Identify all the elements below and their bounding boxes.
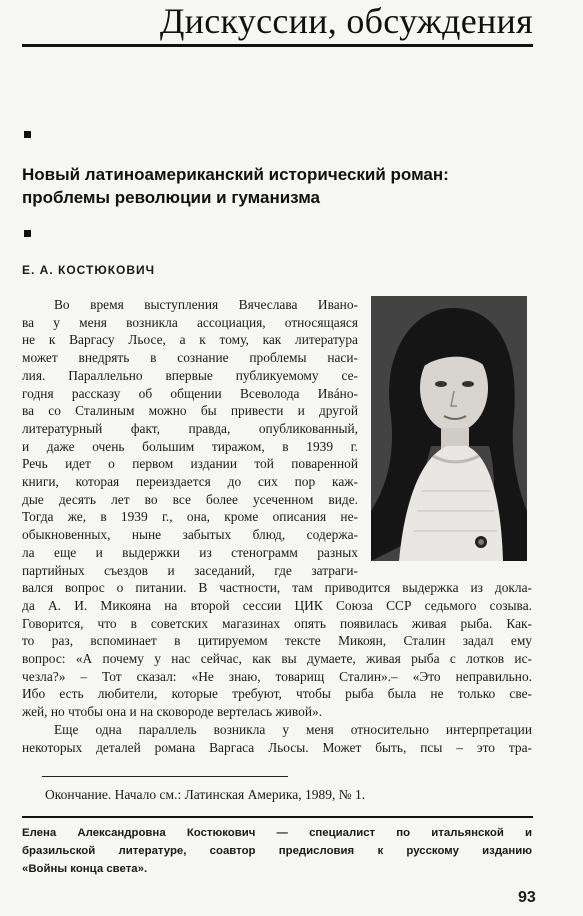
body-line: Тогда же, в 1939 г., она, кроме описания не- — [22, 509, 358, 525]
body-line: ва со Сталиным можно бы привести и другой — [22, 403, 358, 419]
section-title: Дискуссии, обсуждения — [159, 1, 533, 41]
body-line: Говорится, что в советских магазинах опять появилась живая рыба. Как- — [22, 615, 532, 631]
body-line: может внедрять в сознание проблемы наси- — [22, 350, 358, 366]
body-line: обыкновенных, ныне забытых блюд, содержа- — [22, 527, 358, 543]
author-name: Е. А. КОСТЮКОВИЧ — [22, 263, 156, 277]
bio-line: Елена Александровна Костюкович — специалист по итальянской и — [22, 827, 532, 839]
body-line: Речь идет о первом издании той поваренной — [22, 456, 358, 472]
section-bullet — [24, 131, 31, 138]
body-line: дые десять лет во все более усеченном виде. — [22, 491, 358, 507]
author-bio — [22, 824, 532, 878]
bio-line: «Войны конца света». — [22, 863, 148, 875]
body-line: и даже очень большим тиражом, в 1939 г. — [22, 438, 358, 454]
body-line: жей, но чтобы она и на сковороде вертелась живой». — [22, 704, 323, 720]
body-line: да А. И. Микояна на второй сессии ЦИК Союза ССР седьмого созыва. — [22, 597, 532, 613]
page-number: 93 — [518, 889, 536, 906]
body-line: ла еще и выдержки из стенограмм разных — [22, 544, 358, 560]
footnote: Окончание. Начало см.: Латинская Америка, 1989, № 1. — [45, 787, 366, 802]
article-title — [22, 163, 532, 209]
body-line: ва у меня возникла ассоциация, относящаяся — [22, 314, 358, 330]
body-line: Еще одна параллель возникла у меня относительно интерпретации — [54, 721, 532, 737]
bio-line: бразильской литературе, соавтор предисловия к русскому изданию — [22, 845, 532, 857]
section-bullet — [24, 230, 31, 237]
body-line: Ибо есть любители, которые требуют, чтобы рыба была не только све- — [22, 686, 532, 702]
body-line: книги, которая переиздается до сих пор каж- — [22, 474, 358, 490]
bio-rule — [22, 816, 533, 818]
article-title-line: Новый латиноамериканский исторический роман: — [22, 165, 449, 184]
body-line: некоторых деталей романа Варгаса Льосы. Может быть, псы – это тра- — [22, 739, 532, 755]
article-body-narrow — [22, 296, 532, 756]
body-line: лия. Параллельно впервые публикуемому се- — [22, 367, 358, 383]
body-line: вался вопрос о питании. В частности, там приводится выдержка из докла- — [22, 580, 532, 596]
body-line: не к Варгасу Льосе, а к тому, как литература — [22, 332, 358, 348]
body-line: то раз, вспоминает в цитируемом тексте Микоян, Сталин задал ему — [22, 633, 532, 649]
header-rule — [22, 44, 533, 47]
body-line: литературный факт, правда, опубликованный, — [22, 420, 358, 436]
body-line: чезла?» – Тот сказал: «Не знаю, товарищ Сталин».– «Это неправильно. — [22, 668, 532, 684]
footnote-rule — [42, 776, 288, 777]
article-title-line: проблемы революции и гуманизма — [22, 188, 320, 207]
body-line: Во время выступления Вячеслава Ивано- — [54, 297, 358, 312]
body-line: партийных съездов и заседаний, где затраги- — [22, 562, 358, 578]
body-line: вопрос: «А почему у нас сейчас, как вы думаете, живая рыба с лотков ис- — [22, 651, 532, 667]
body-line: годня рассказу об общении Всеволода Ивáно- — [22, 385, 358, 401]
